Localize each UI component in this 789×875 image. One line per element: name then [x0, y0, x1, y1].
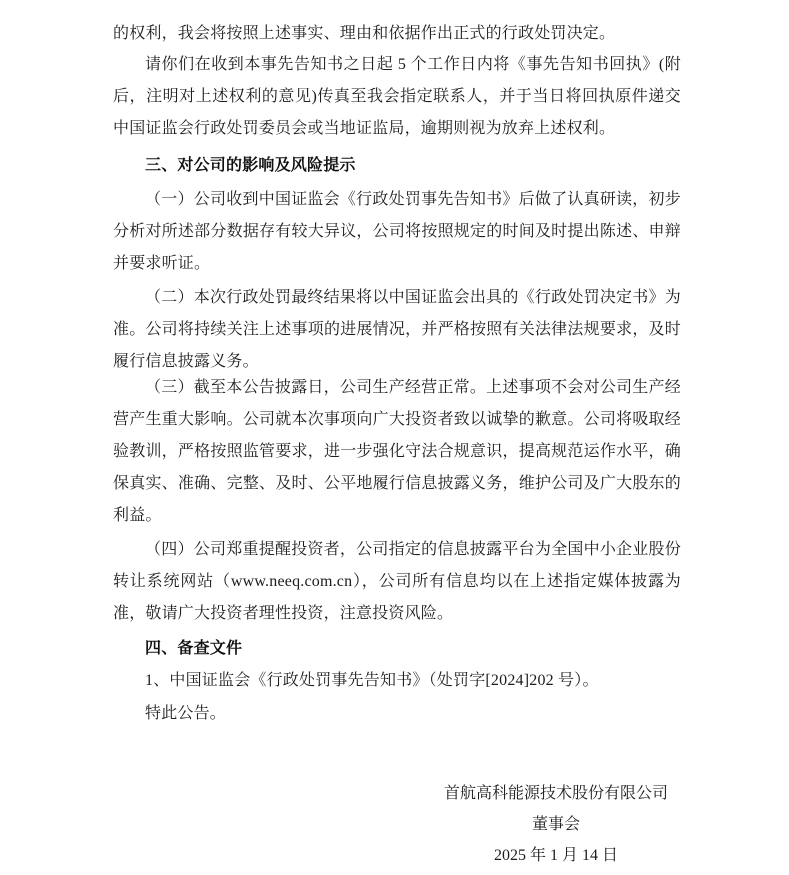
section-heading-reference-documents: 四、备查文件 [145, 640, 243, 657]
signature-date: 2025 年 1 月 14 日 [493, 847, 618, 864]
signature-board-of-directors: 董事会 [531, 816, 580, 833]
paragraph-impact-item-3: （三）截至本公告披露日，公司生产经营正常。上述事项不会对公司生产经营产生重大影响。公司就本次事项向广大投资者致以诚挚的歉意。公司将吸取经验教训，严格按照监管要求，进一步强化守法合规意识，提高规范运作水平，确保真实、准确、完整、及时、公平地履行信息披露义务，维护公司及广大股东的利益。 [113, 379, 681, 524]
paragraph-impact-item-1: （一）公司收到中国证监会《行政处罚事先告知书》后做了认真研读，初步分析对所述部分数据存有较大异议，公司将按照规定的时间及时提出陈述、申辩并要求听证。 [113, 191, 681, 272]
closing-statement: 特此公告。 [145, 705, 227, 722]
paragraph-impact-item-2: （二）本次行政处罚最终结果将以中国证监会出具的《行政处罚决定书》为准。公司将持续关注上述事项的进展情况，并严格按照有关法律法规要求，及时履行信息披露义务。 [113, 289, 681, 370]
paragraph-impact-item-4: （四）公司郑重提醒投资者，公司指定的信息披露平台为全国中小企业股份转让系统网站（www.neeq.com.cn），公司所有信息均以在上述指定媒体披露为准，敬请广大投资者理性投资，注意投资风险。 [113, 541, 681, 622]
signature-block [406, 778, 706, 871]
paragraph-continuation: 的权利，我会将按照上述事实、理由和依据作出正式的行政处罚决定。 [113, 25, 616, 42]
signature-company-name: 首航高科能源技术股份有限公司 [443, 785, 668, 802]
paragraph-receipt-instruction: 请你们在收到本事先告知书之日起 5 个工作日内将《事先告知书回执》(附后，注明对上述权利的意见)传真至我会指定联系人，并于当日将回执原件递交中国证监会行政处罚委员会或当地证监局，逾期则视为放弃上述权利。 [113, 56, 681, 137]
reference-document-item-1: 1、中国证监会《行政处罚事先告知书》（处罚字[2024]202 号）。 [145, 672, 599, 689]
section-heading-impact-risk: 三、对公司的影响及风险提示 [145, 157, 356, 174]
